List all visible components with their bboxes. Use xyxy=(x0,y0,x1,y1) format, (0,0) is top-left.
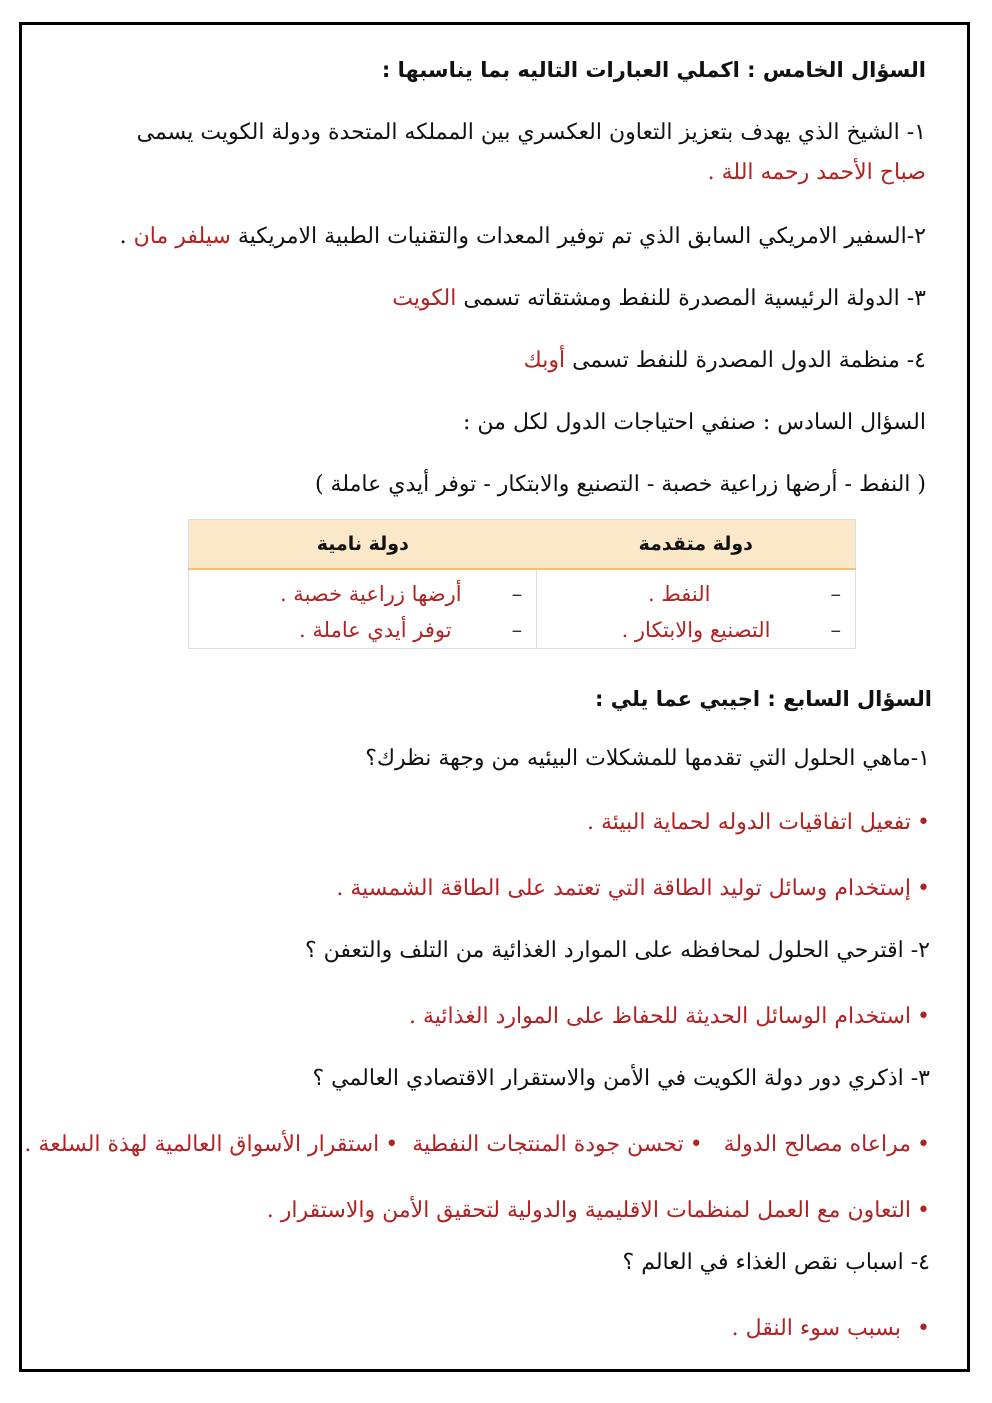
q5-item2-answer: سيلفر مان xyxy=(133,224,231,249)
q5-item3-answer: الكويت xyxy=(392,286,457,311)
answer-text: استقرار الأسواق العالمية لهذة السلعة . xyxy=(24,1132,380,1157)
dash-mark: – xyxy=(830,582,841,606)
bullet-icon: • xyxy=(917,810,930,835)
dash-mark: – xyxy=(830,618,841,642)
bullet-icon: • xyxy=(917,876,930,901)
bullet-icon: • xyxy=(917,1198,930,1223)
answer-text: تفعيل اتفاقيات الدوله لحماية البيئة . xyxy=(586,810,912,835)
bullet-icon: • xyxy=(689,1132,703,1157)
cell-text: التصنيع والابتكار . xyxy=(621,618,771,642)
q7-answer2 xyxy=(409,1002,930,1032)
q7-answer1-b xyxy=(336,874,930,904)
bullet-icon: • xyxy=(917,1316,930,1341)
q5-title: السؤال الخامس : اكملي العبارات التاليه بما يناسبها : xyxy=(381,58,926,82)
q5-item1-answer: صباح الأحمد رحمه اللة . xyxy=(707,160,926,185)
cell-text: النفط . xyxy=(648,582,711,606)
answer-text: إستخدام وسائل توليد الطاقة التي تعتمد على الطاقة الشمسية . xyxy=(336,876,912,901)
bullet-icon: • xyxy=(917,1132,930,1157)
q5-item2-text: ٢-السفير الامريكي السابق الذي تم توفير المعدات والتقنيات الطبية الامريكية xyxy=(237,224,926,249)
table-row xyxy=(189,612,856,649)
table-cell xyxy=(189,569,537,612)
bullet-icon: • xyxy=(385,1132,399,1157)
answer-text: تحسن جودة المنتجات النفطية xyxy=(412,1132,684,1157)
header-developing: دولة نامية xyxy=(189,520,537,570)
q7-question2: ٢- اقترحي الحلول لمحافظه على الموارد الغذائية من التلف والتعفن ؟ xyxy=(305,938,930,963)
bullet-icon: • xyxy=(917,1004,930,1029)
q7-question4: ٤- اسباب نقص الغذاء في العالم ؟ xyxy=(622,1250,930,1275)
q5-item4-answer: أوبك xyxy=(523,348,566,373)
table-cell xyxy=(537,569,856,612)
q6-title: السؤال السادس : صنفي احتياجات الدول لكل من : xyxy=(463,410,926,435)
cell-text: أرضها زراعية خصبة . xyxy=(279,582,462,606)
q5-item1-text: ١- الشيخ الذي يهدف بتعزيز التعاون العكسري بين المملكه المتحدة ودولة الكويت يسمى xyxy=(136,120,926,145)
cell-text: توفر أيدي عاملة . xyxy=(299,618,452,642)
header-developed: دولة متقدمة xyxy=(537,520,856,570)
table-row xyxy=(189,569,856,612)
table-cell xyxy=(537,612,856,649)
table-header-row xyxy=(189,520,856,570)
q5-item3 xyxy=(392,284,926,314)
answer-text: بسبب سوء النقل . xyxy=(731,1316,902,1341)
q5-item4 xyxy=(524,346,926,376)
q5-item4-text: ٤- منظمة الدول المصدرة للنفط تسمى xyxy=(572,348,926,373)
dash-mark: – xyxy=(511,582,523,606)
q6-options: ( النفط - أرضها زراعية خصبة - التصنيع والابتكار - توفر أيدي عاملة ) xyxy=(314,472,926,497)
q5-item3-text: ٣- الدولة الرئيسية المصدرة للنفط ومشتقاته تسمى xyxy=(463,286,926,311)
q7-answer3-line2 xyxy=(267,1196,930,1226)
q5-item2 xyxy=(120,222,926,252)
classification-table xyxy=(188,519,856,649)
table-cell xyxy=(189,612,537,649)
q7-question3: ٣- اذكري دور دولة الكويت في الأمن والاستقرار الاقتصادي العالمي ؟ xyxy=(312,1066,930,1091)
q7-answer4 xyxy=(732,1314,930,1344)
answer-text: التعاون مع العمل لمنظمات الاقليمية والدولية لتحقيق الأمن والاستقرار . xyxy=(266,1198,912,1223)
q7-answer3-line1 xyxy=(24,1130,930,1160)
q7-title: السؤال السابع : اجيبي عما يلي : xyxy=(594,687,932,711)
q7-question1: ١-ماهي الحلول التي تقدمها للمشكلات البيئيه من وجهة نظرك؟ xyxy=(365,746,930,771)
answer-text: مراعاه مصالح الدولة xyxy=(723,1132,912,1157)
q7-answer1-a xyxy=(587,808,930,838)
q5-item2-suffix: . xyxy=(119,224,134,249)
dash-mark: – xyxy=(511,618,523,642)
answer-text: استخدام الوسائل الحديثة للحفاظ على الموارد الغذائية . xyxy=(408,1004,912,1029)
